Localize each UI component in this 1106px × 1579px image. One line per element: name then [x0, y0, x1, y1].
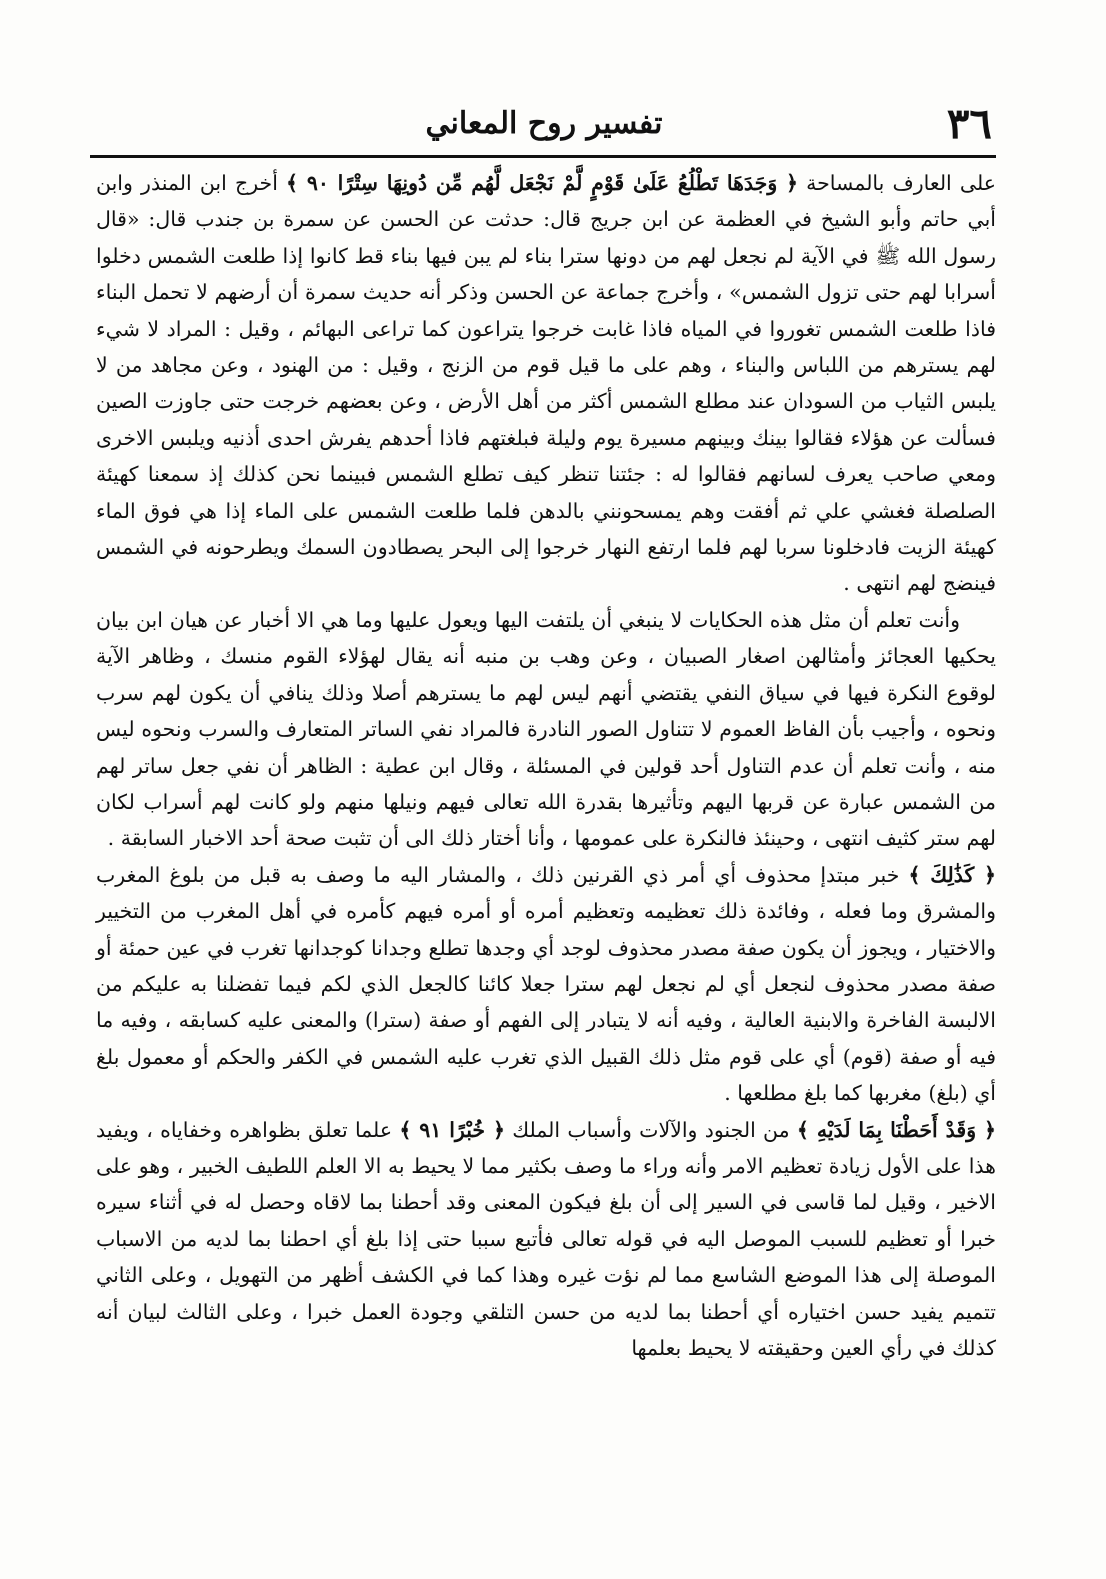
- body-text: [96, 165, 996, 1366]
- commentary-text: وأنت تعلم أن مثل هذه الحكايات لا ينبغي أن يلتفت اليها ويعول عليها وما هي الا أخبار عن هيان ابن بيان يحكيها العجائز وأمثالهن اصغار الصبيان ، وعن وهب بن منبه أنه يقال لهؤلاء القوم منسك ، وظاهر الآية لوقوع النكرة فيها في سياق النفي يقتضي أنهم ليس لهم ما يسترهم أصلا وذلك ينافي أن يكون لهم سرب ونحوه ، وأجيب بأن الفاظ العموم لا تتناول الصور النادرة فالمراد نفي الساتر المتعارف والسرب ونحوه ليس منه ، وأنت تعلم أن عدم التناول أحد قولين في المسئلة ، وقال ابن عطية : الظاهر أن نفي جعل ساتر لهم من الشمس عبارة عن قربها اليهم وتأثيرها بقدرة الله تعالى فيهم ونيلها منهم ولو كانت لهم أسراب لكان لهم ستر كثيف انتهى ، وحينئذ فالنكرة على عمومها ، وأنا أختار ذلك الى أن تثبت صحة أحد الاخبار السابقة .: [96, 607, 996, 851]
- paragraph: [96, 1112, 996, 1367]
- commentary-text: من الجنود والآلات وأسباب الملك: [504, 1117, 797, 1142]
- paragraph: [96, 602, 996, 857]
- running-title: تفسير روح المعاني: [425, 106, 663, 141]
- quran-verse: ﴿ وَجَدَهَا تَطْلُعُ عَلَىٰ قَوْمٍ لَّمْ نَجْعَل لَّهُم مِّن دُونِهَا سِتْرًا ٩٠ ﴾: [286, 171, 798, 195]
- commentary-text: أخرج ابن المنذر وابن أبي حاتم وأبو الشيخ في العظمة عن ابن جريج قال: حدثت عن الحسن عن سمرة بن جندب قال: «قال رسول الله ﷺ في الآية لم نجعل لهم من دونها سترا بناء لم يبن فيها بناء قط كانوا إذا طلعت الشمس دخلوا أسرابا لهم حتى تزول الشمس» ، وأخرج جماعة عن الحسن وذكر أنه حديث سمرة أن أرضهم لا تحمل البناء فاذا طلعت الشمس تغوروا في المياه فاذا غابت خرجوا يتراعون كما تراعى البهائم ، وقيل : المراد لا شيء لهم يسترهم من اللباس والبناء ، وهم على ما قيل قوم من الزنج ، وقيل : من الهنود ، وعن مجاهد من لا يلبس الثياب من السودان عند مطلع الشمس أكثر من أهل الأرض ، وعن بعضهم خرجت حتى جاوزت الصين فسألت عن هؤلاء فقالوا بينك وبينهم مسيرة يوم وليلة فبلغتهم فاذا أحدهم يفرش احدى أذنيه ويلبس الاخرى ومعي صاحب يعرف لسانهم فقالوا له : جئتنا تنظر كيف تطلع الشمس فبينما نحن كذلك إذ سمعنا كهيئة الصلصلة فغشي علي ثم أفقت وهم يمسحونني بالدهن فلما طلعت الشمس على الماء إذا هي فوق الماء كهيئة الزيت فادخلونا سربا لهم فلما ارتفع النهار خرجوا إلى البحر يصطادون السمك ويطرحونه في الشمس فينضج لهم انتهى .: [96, 171, 996, 596]
- page-number: ٣٦: [946, 99, 992, 148]
- commentary-text: علما تعلق بظواهره وخفاياه ، ويفيد هذا على الأول زيادة تعظيم الامر وأنه وراء ما وصف بكثير مما لا يحيط به الا العلم اللطيف الخبير ، وهو على الاخير ، وقيل لما قاسى في السير إلى أن بلغ فيكون المعنى وقد أحطنا بما لاقاه وحصل له في أثناء سيره خبرا أو تعظيم للسبب الموصل اليه في قوله تعالى فأتبع سببا حتى إذا بلغ أي احطنا بما لديه من الاسباب الموصلة إلى هذا الموضع الشاسع مما لم نؤت غيره وهذا كما في الكشف أظهر من التهويل ، وعلى الثاني تتميم يفيد حسن اختياره أي أحطنا بما لديه من حسن التلقي وجودة العمل خبرا ، وعلى الثالث لبيان أنه كذلك في رأي العين وحقيقته لا يحيط بعلمها: [96, 1117, 996, 1360]
- quran-verse: ﴿ خُبْرًا ٩١ ﴾: [399, 1117, 505, 1142]
- quran-verse: ﴿ كَذَٰلِكَ ﴾: [908, 862, 996, 887]
- commentary-text: خبر مبتدإ محذوف أي أمر ذي القرنين ذلك ، والمشار اليه ما وصف به قبل من بلوغ المغرب والمشرق وما فعله ، وفائدة ذلك تعظيمه وتعظيم أمره أو أمره فيهم كأمره في أهل المغرب من التخيير والاختيار ، ويجوز أن يكون صفة مصدر محذوف لوجد أي وجدها تطلع وجدانا كوجدانها تغرب في عين حمئة أو صفة مصدر محذوف لنجعل أي لم نجعل لهم سترا جعلا كائنا كالجعل الذي لكم فيما تفضلنا به عليكم من الالبسة الفاخرة والابنية العالية ، وفيه أنه لا يتبادر إلى الفهم أو صفة (سترا) والمعنى عليه كسابقه ، وفيه ما فيه أو صفة (قوم) أي على قوم مثل ذلك القبيل الذي تغرب عليه الشمس في الكفر والحكم أو معمول بلغ أي (بلغ) مغربها كما بلغ مطلعها .: [96, 862, 996, 1106]
- quran-verse: ﴿ وَقَدْ أَحَطْنَا بِمَا لَدَيْهِ ﴾: [796, 1117, 997, 1142]
- commentary-text: على العارف بالمساحة: [798, 171, 997, 195]
- paragraph: [96, 165, 996, 602]
- page-header: [92, 98, 996, 156]
- header-divider: [90, 155, 996, 158]
- paragraph: [96, 857, 996, 1112]
